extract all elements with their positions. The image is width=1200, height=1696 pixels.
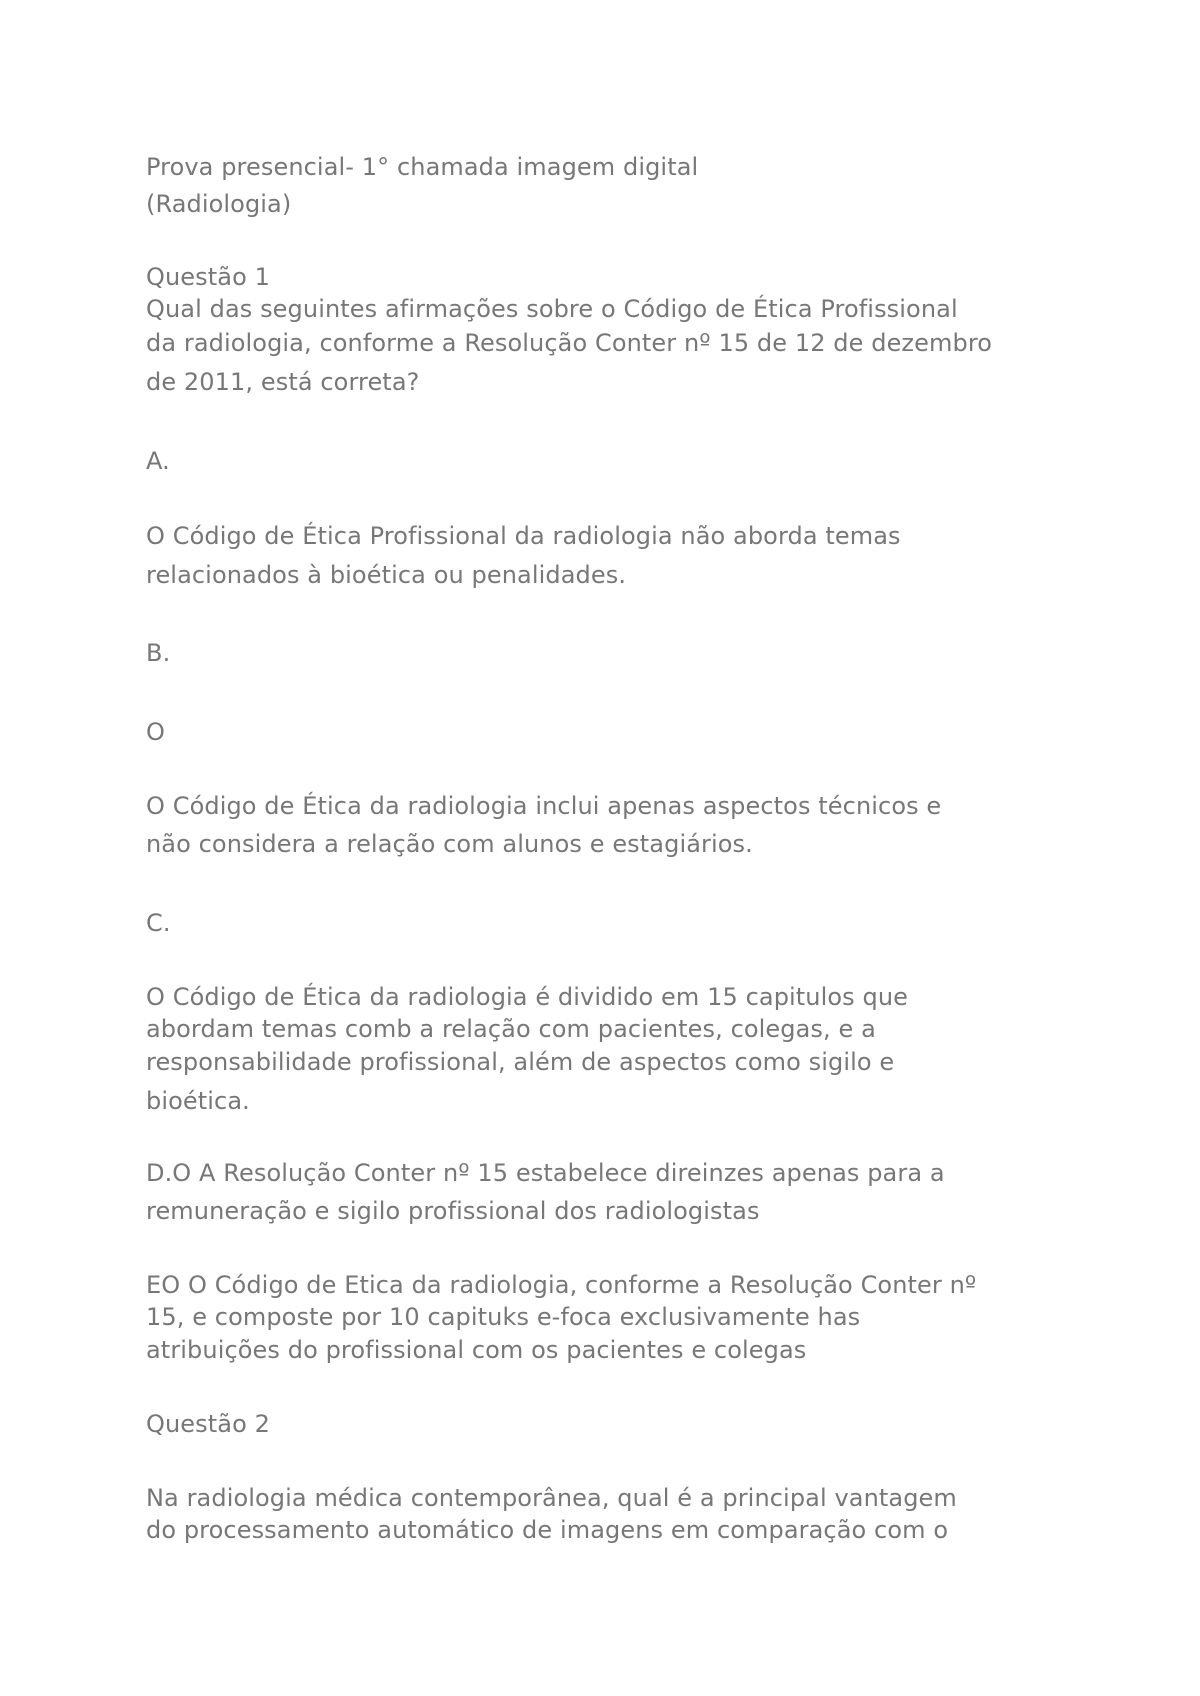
question-1-stem-line: Qual das seguintes afirmações sobre o Código de Ética Profissional (146, 295, 958, 323)
question-1-stem-line: da radiologia, conforme a Resolução Conter nº 15 de 12 de dezembro (146, 329, 993, 357)
option-a-text-line: O Código de Ética Profissional da radiologia não aborda temas (146, 522, 901, 550)
option-e-text-line: 15, e composte por 10 capituks e-foca exclusivamente has (146, 1303, 861, 1331)
option-a-text-line: relacionados à bioética ou penalidades. (146, 561, 627, 589)
option-b-text-line: O Código de Ética da radiologia inclui apenas aspectos técnicos e (146, 792, 942, 820)
question-2-stem-line: Na radiologia médica contemporânea, qual é a principal vantagem (146, 1484, 957, 1512)
option-b-text-line: não considera a relação com alunos e estagiários. (146, 830, 753, 858)
title-line-2: (Radiologia) (146, 190, 292, 218)
option-c-letter: C. (146, 909, 171, 937)
option-e-text-line: EO O Código de Etica da radiologia, conforme a Resolução Conter nº (146, 1271, 977, 1299)
question-1-stem-line: de 2011, está correta? (146, 368, 420, 396)
option-c-text-line: responsabilidade profissional, além de aspectos como sigilo e (146, 1048, 895, 1076)
option-c-text-line: bioética. (146, 1087, 250, 1115)
question-2-stem-line: do processamento automático de imagens em comparação com o (146, 1516, 949, 1544)
question-1-label: Questão 1 (146, 263, 270, 291)
title-line-1: Prova presencial- 1° chamada imagem digital (146, 153, 699, 181)
option-b-letter: B. (146, 639, 171, 667)
option-c-text-line: O Código de Ética da radiologia é dividido em 15 capitulos que (146, 983, 909, 1011)
option-a-letter: A. (146, 447, 170, 475)
question-2-label: Questão 2 (146, 1410, 270, 1438)
option-c-text-line: abordam temas comb a relação com pacientes, colegas, e a (146, 1015, 876, 1043)
option-d-text-line: D.O A Resolução Conter nº 15 estabelece direinzes apenas para a (146, 1159, 945, 1187)
option-b-marker: O (146, 718, 165, 746)
option-d-text-line: remuneração e sigilo profissional dos radiologistas (146, 1197, 760, 1225)
option-e-text-line: atribuições do profissional com os pacientes e colegas (146, 1336, 807, 1364)
